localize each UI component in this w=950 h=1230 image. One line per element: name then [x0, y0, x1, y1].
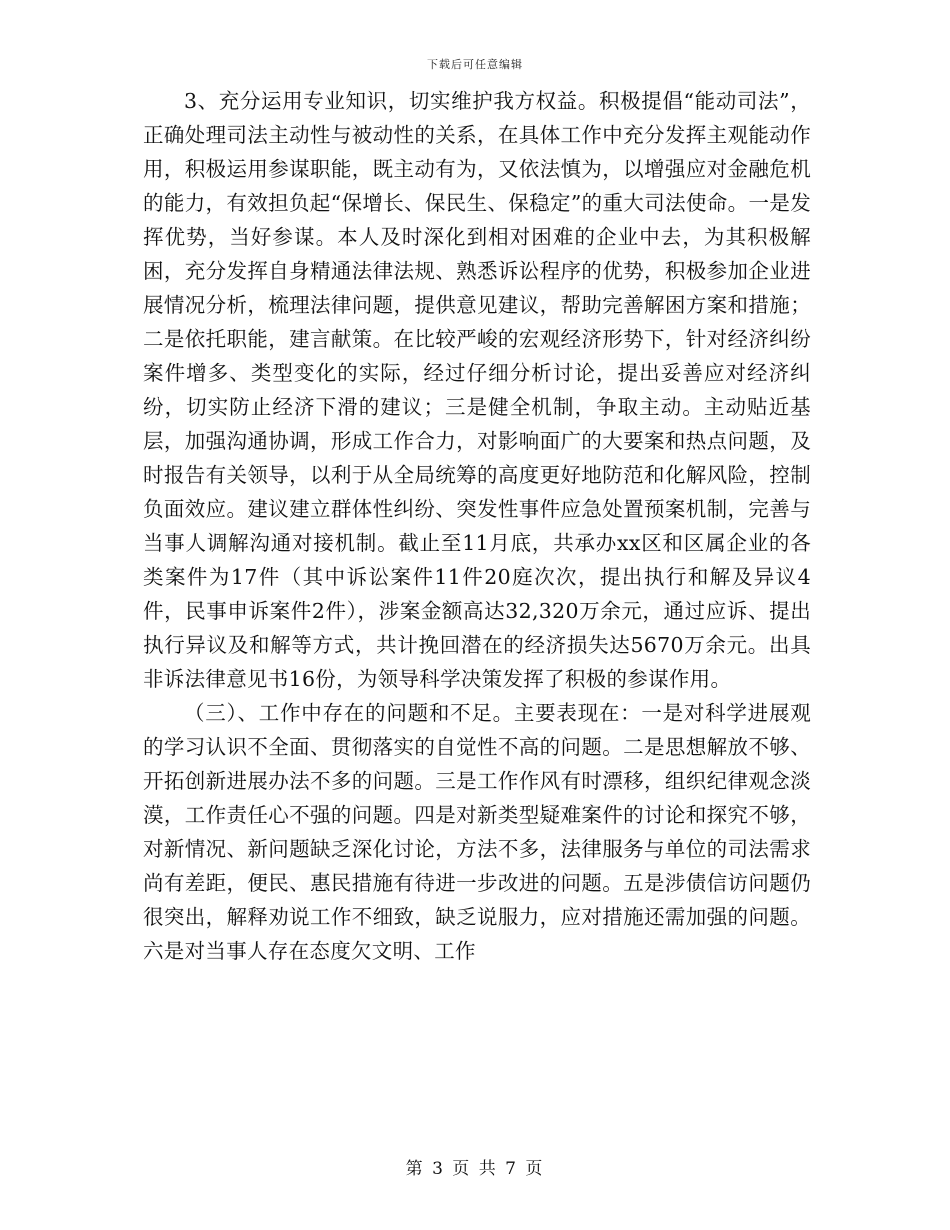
- page-header: 下载后可任意编辑: [427, 58, 523, 71]
- document-body: [143, 84, 811, 968]
- paragraph-legal-work: 3、充分运用专业知识，切实维护我方权益。积极提倡“能动司法”，正确处理司法主动性与被动性的关系，在具体工作中充分发挥主观能动作用，积极运用参谋职能，既主动有为，又依法慎为，以增强应对金融危机的能力，有效担负起“保增长、保民生、保稳定”的重大司法使命。一是发挥优势，当好参谋。本人及时深化到相对困难的企业中去，为其积极解困，充分发挥自身精通法律法规、熟悉诉讼程序的优势，积极参加企业进展情况分析，梳理法律问题，提供意见建议，帮助完善解困方案和措施；二是依托职能，建言献策。在比较严峻的宏观经济形势下，针对经济纠纷案件增多、类型变化的实际，经过仔细分析讨论，提出妥善应对经济纠纷，切实防止经济下滑的建议；三是健全机制，争取主动。主动贴近基层，加强沟通协调，形成工作合力，对影响面广的大要案和热点问题，及时报告有关领导，以利于从全局统筹的高度更好地防范和化解风险，控制负面效应。建议建立群体性纠纷、突发性事件应急处置预案机制，完善与当事人调解沟通对接机制。截止至11月底，共承办xx区和区属企业的各类案件为17件（其中诉讼案件11件20庭次次，提出执行和解及异议4件，民事申诉案件2件），涉案金额高达32,320万余元，通过应诉、提出执行异议及和解等方式，共计挽回潜在的经济损失达5670万余元。出具非诉法律意见书16份，为领导科学决策发挥了积极的参谋作用。: [143, 89, 811, 691]
- footer-suffix: 页: [525, 1159, 545, 1179]
- footer-middle: 页 共: [452, 1159, 498, 1179]
- page-footer: [0, 1154, 950, 1179]
- footer-total-pages: 7: [505, 1159, 518, 1179]
- footer-prefix: 第: [405, 1159, 425, 1179]
- paragraph-problems: （三）、工作中存在的问题和不足。主要表现在：一是对科学进展观的学习认识不全面、贯彻落实的自觉性不高的问题。二是思想解放不够、开拓创新进展办法不多的问题。三是工作作风有时漂移，组织纪律观念淡漠，工作责任心不强的问题。四是对新类型疑难案件的讨论和探究不够，对新情况、新问题缺乏深化讨论，方法不多，法律服务与单位的司法需求尚有差距，便民、惠民措施有待进一步改进的问题。五是涉债信访问题仍很突出，解释劝说工作不细致，缺乏说服力，应对措施还需加强的问题。六是对当事人存在态度欠文明、工作: [143, 701, 811, 963]
- footer-page-number: 3: [432, 1159, 445, 1179]
